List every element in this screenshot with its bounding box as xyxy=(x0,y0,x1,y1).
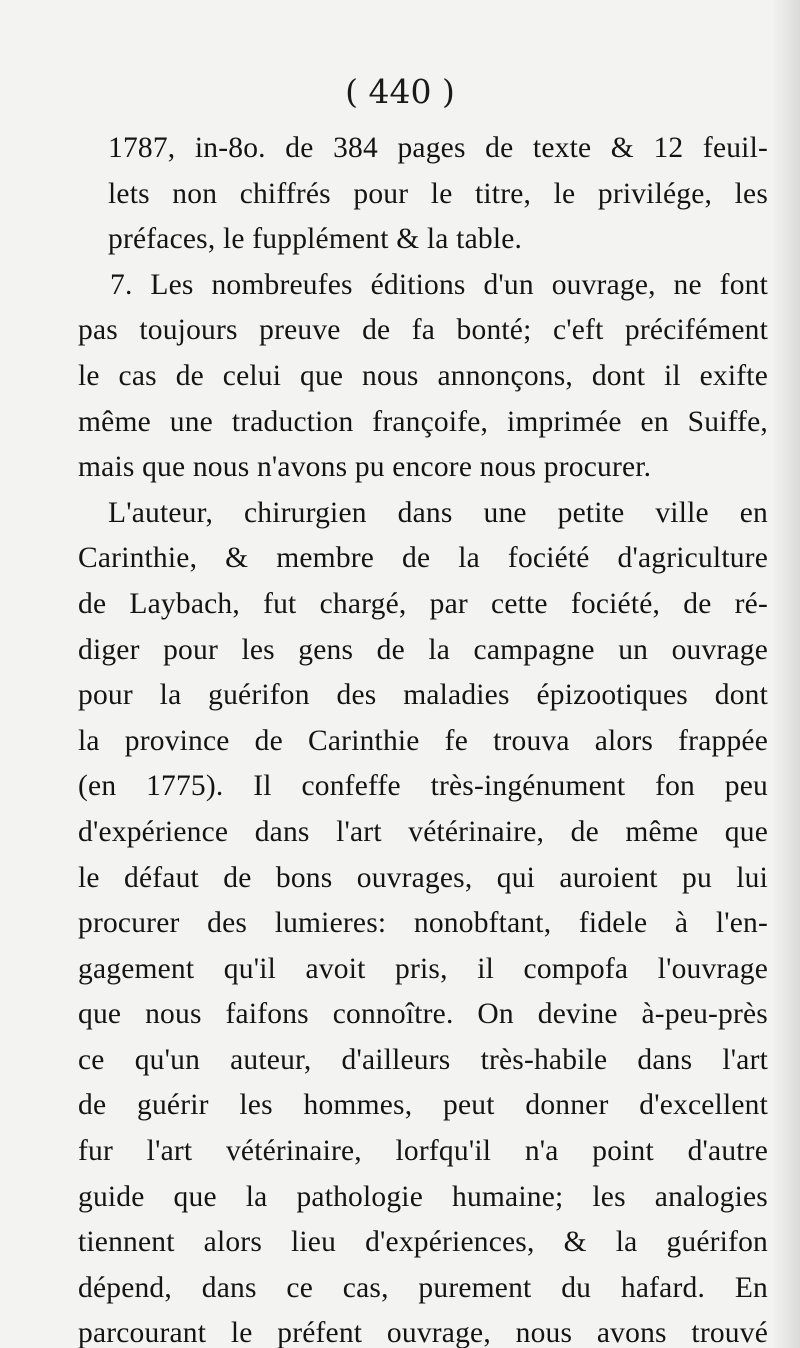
text-line: 1787, in-8o. de 384 pages de texte & 12 feuil- xyxy=(108,132,768,164)
text-line: L'auteur, chirurgien dans une petite ville en xyxy=(108,496,768,529)
text-line: le cas de celui que nous annonçons, dont il exifte xyxy=(78,359,768,392)
text-line: dépend, dans ce cas, purement du hafard. En xyxy=(78,1271,768,1304)
text-line: mais que nous n'avons pu encore nous procurer. xyxy=(78,451,652,484)
text-line: 7. Les nombreufes éditions d'un ouvrage, ne font xyxy=(110,268,768,301)
text-line: (en 1775). Il confeffe très-ingénument fon peu xyxy=(78,770,768,803)
body-text xyxy=(78,126,768,1348)
text-line: que nous faifons connoître. On devine à-peu-près xyxy=(78,998,768,1031)
text-line: la province de Carinthie fe trouva alors frappée xyxy=(78,724,768,757)
text-line: tiennent alors lieu d'expériences, & la guérifon xyxy=(78,1226,768,1259)
text-line: d'expérience dans l'art vétérinaire, de même que xyxy=(78,815,768,848)
text-line: pas toujours preuve de fa bonté; c'eft précifément xyxy=(78,314,768,347)
text-line: de guérir les hommes, peut donner d'excellent xyxy=(78,1089,768,1122)
text-line: gagement qu'il avoit pris, il compofa l'ouvrage xyxy=(78,952,768,985)
text-line: préfaces, le fupplément & la table. xyxy=(108,223,523,256)
page-edge-shadow xyxy=(772,0,800,1348)
text-line: lets non chiffrés pour le titre, le privilége, les xyxy=(108,177,768,210)
text-line: guide que la pathologie humaine; les analogies xyxy=(78,1180,768,1213)
text-line: parcourant le préfent ouvrage, nous avons trouvé xyxy=(78,1317,768,1348)
text-line: diger pour les gens de la campagne un ouvrage xyxy=(78,633,768,666)
text-line: même une traduction françoife, imprimée en Suiffe, xyxy=(78,405,768,438)
text-line: Carinthie, & membre de la fociété d'agriculture xyxy=(78,542,768,575)
text-line: de Laybach, fut chargé, par cette fociété, de ré- xyxy=(78,587,768,620)
text-line: le défaut de bons ouvrages, qui auroient pu lui xyxy=(78,861,768,894)
page-number: ( 440 ) xyxy=(345,72,455,111)
text-line: procurer des lumieres: nonobftant, fidele à l'en- xyxy=(78,907,768,940)
text-line: ce qu'un auteur, d'ailleurs très-habile dans l'art xyxy=(78,1043,768,1076)
text-line: fur l'art vétérinaire, lorfqu'il n'a point d'autre xyxy=(78,1135,768,1168)
text-line: pour la guérifon des maladies épizootiques dont xyxy=(78,679,768,712)
